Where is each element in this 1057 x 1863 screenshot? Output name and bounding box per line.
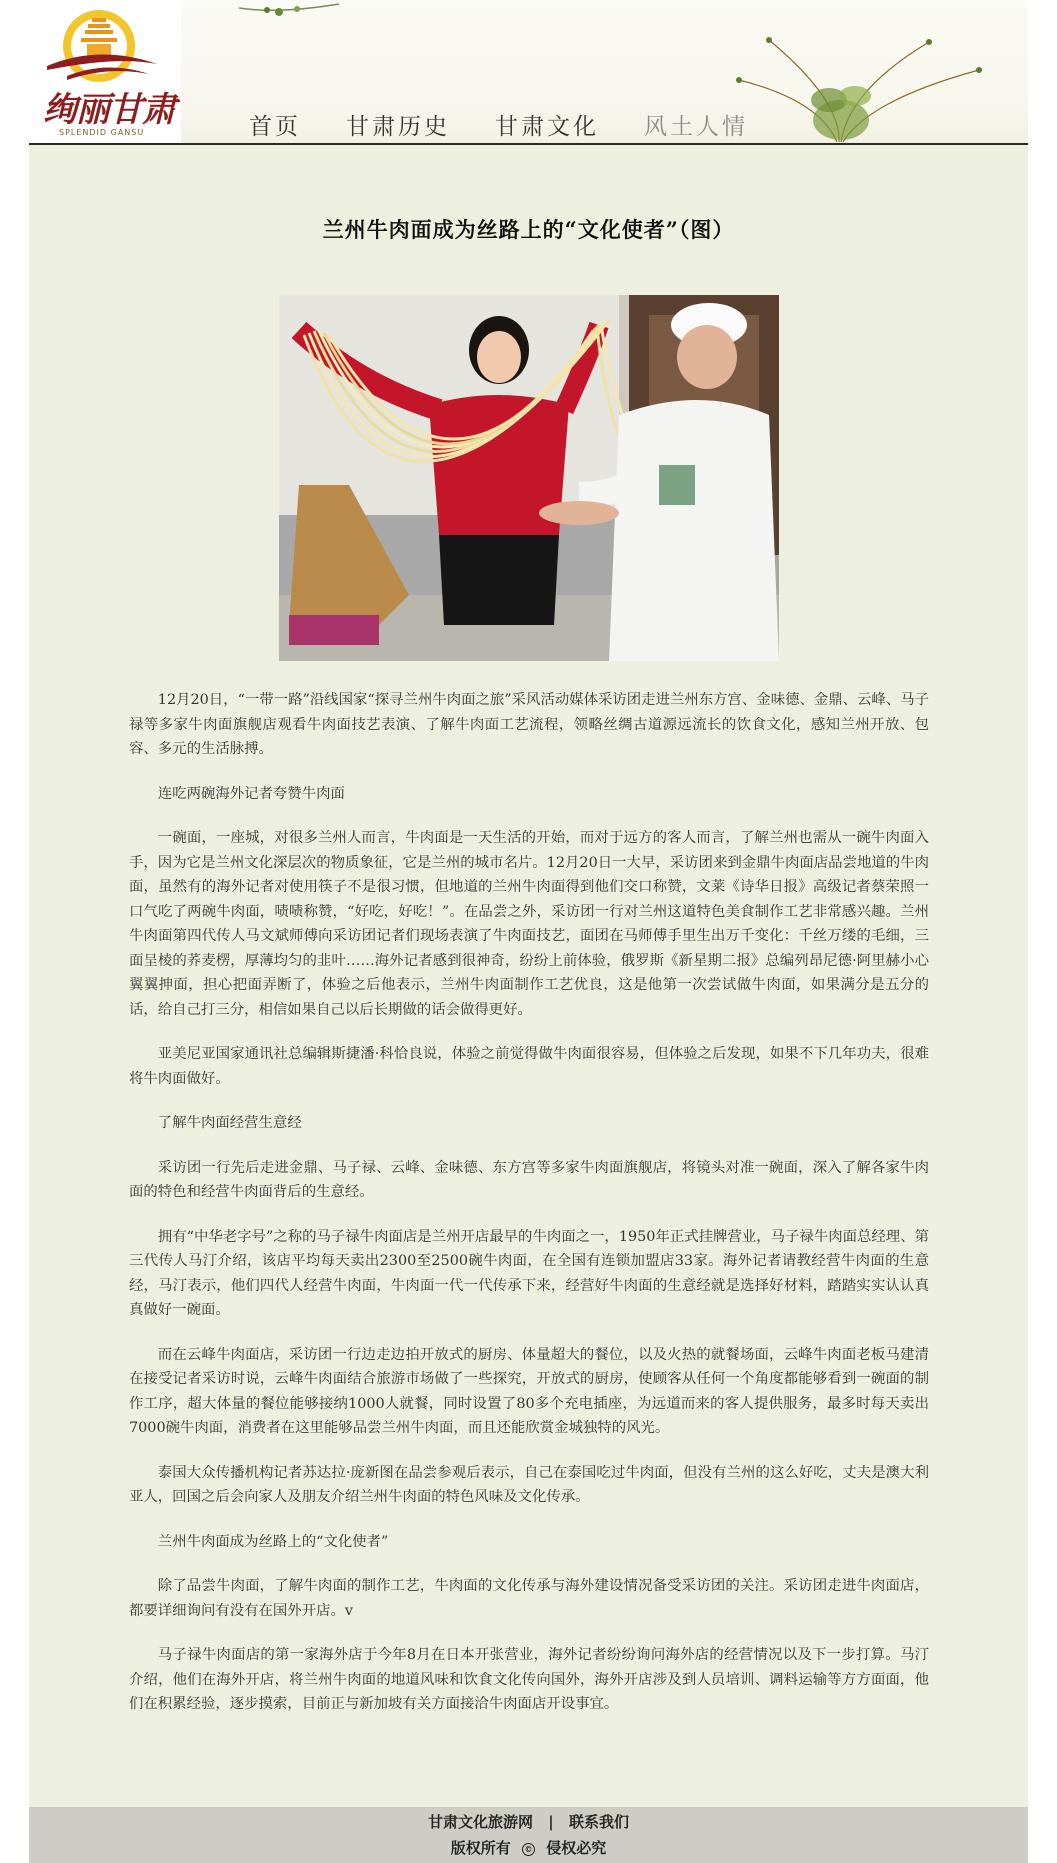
nav-item-gansu-history[interactable]: 甘肃历史 — [346, 114, 450, 140]
article-paragraph: 马子禄牛肉面店的第一家海外店于今年8月在日本开张营业，海外记者纷纷询问海外店的经营情况以及下一步打算。马汀介绍，他们在海外开店，将兰州牛肉面的地道风味和饮食文化传向国外，海外开店涉及到人员培训、调料运输等方方面面，他们在积累经验，逐步摸索，目前正与新加坡有关方面接洽牛肉面店开设事宜。 — [129, 1647, 929, 1712]
article-paragraph: 一碗面，一座城，对很多兰州人而言，牛肉面是一天生活的开始，而对于远方的客人而言，了解兰州也需从一碗牛肉面入手，因为它是兰州文化深层次的物质象征，它是兰州的城市名片。12月20日一大早，采访团来到金鼎牛肉面店品尝地道的牛肉面，虽然有的海外记者对使用筷子不是很习惯，但地道的兰州牛肉面得到他们交口称赞，文莱《诗华日报》高级记者蔡荣照一口气吃了两碗牛肉面，啧啧称赞，“好吃，好吃！”。在品尝之外，采访团一行对兰州这道特色美食制作工艺非常感兴趣。兰州牛肉面第四代传人马文斌师傅向采访团记者们现场表演了牛肉面技艺，面团在马师傅手里生出万千变化：千丝万缕的毛细，三面呈棱的荞麦楞，厚薄均匀的韭叶……海外记者感到很神奇，纷纷上前体验，俄罗斯《新星期二报》总编列昂尼德·阿里赫小心翼翼抻面，担心把面弄断了，体验之后他表示，兰州牛肉面制作工艺优良，这是他第一次尝试做牛肉面，如果满分是五分的话，给自己打三分，相信如果自己以后长期做的话会做得更好。 — [129, 830, 929, 1018]
site-header — [29, 0, 1028, 145]
article-photo — [279, 295, 779, 661]
article-paragraph: 采访团一行先后走进金鼎、马子禄、云峰、金味德、东方宫等多家牛肉面旗舰店，将镜头对准一碗面，深入了解各家牛肉面的特色和经营牛肉面背后的生意经。 — [129, 1159, 929, 1200]
nav-item-gansu-culture[interactable]: 甘肃文化 — [495, 114, 599, 140]
copyright-icon: © — [522, 1843, 535, 1856]
article-title: 兰州牛肉面成为丝路上的“文化使者”（图） — [322, 217, 735, 242]
article-paragraph: 而在云峰牛肉面店，采访团一行边走边拍开放式的厨房、体量超大的餐位，以及火热的就餐场面，云峰牛肉面老板马建清在接受记者采访时说，云峰牛肉面结合旅游市场做了一些探究，开放式的厨房，使顾客从任何一个角度都能够看到一碗面的制作工序，超大体量的餐位能够接纳1000人就餐，同时设置了80多个充电插座，为远道而来的客人提供服务，最多时每天卖出7000碗牛肉面，消费者在这里能够品尝兰州牛肉面，而且还能欣赏金城独特的风光。 — [129, 1346, 929, 1436]
noodle-stretching-photo — [279, 295, 779, 661]
copyright-left-text: 版权所有 — [450, 1839, 511, 1857]
footer-separator: | — [548, 1813, 554, 1831]
logo-subtext: SPLENDID GANSU — [59, 128, 145, 137]
main-nav — [249, 108, 748, 141]
article-paragraph: 亚美尼亚国家通讯社总编辑斯捷潘·科恰良说，体验之前觉得做牛肉面很容易，但体验之后发现，如果不下几年功夫，很难将牛肉面做好。 — [129, 1046, 929, 1087]
article-subheading: 兰州牛肉面成为丝路上的“文化使者” — [157, 1533, 389, 1550]
article-body — [129, 688, 929, 1737]
article-paragraph: 除了品尝牛肉面，了解牛肉面的制作工艺，牛肉面的文化传承与海外建设情况备受采访团的关注。采访团走进牛肉面店，都要详细询问有没有在国外开店。v — [129, 1578, 929, 1619]
copyright-right-text: 侵权必究 — [546, 1839, 607, 1857]
article-subheading: 连吃两碗海外记者夸赞牛肉面 — [157, 785, 345, 802]
site-logo[interactable] — [29, 0, 181, 143]
footer-site-name-link[interactable]: 甘肃文化旅游网 — [428, 1813, 534, 1831]
nav-item-local-customs[interactable]: 风土人情 — [644, 114, 748, 140]
plant-decoration-icon — [729, 30, 989, 142]
article-subheading: 了解牛肉面经营生意经 — [157, 1115, 302, 1131]
article-paragraph: 拥有“中华老字号”之称的马子禄牛肉面店是兰州开店最早的牛肉面之一，1950年正式挂牌营业，马子禄牛肉面总经理、第三代传人马汀介绍，该店平均每天卖出2300至2500碗牛肉面，在全国有连锁加盟店33家。海外记者请教经营牛肉面的生意经，马汀表示，他们四代人经营牛肉面，牛肉面一代一代传承下来，经营好牛肉面的生意经就是选择好材料，踏踏实实认认真真做好一碗面。 — [129, 1228, 929, 1318]
content-wrapper — [29, 0, 1028, 1863]
sun-pagoda-logo-icon — [37, 4, 173, 88]
logo-text: 绚丽甘肃 — [43, 90, 175, 130]
contact-us-link[interactable]: 联系我们 — [568, 1813, 629, 1831]
article-paragraph: 泰国大众传播机构记者苏达拉·庞新图在品尝参观后表示，自己在泰国吃过牛肉面，但没有兰州的这么好吃，丈夫是澳大利亚人，回国之后会向家人及朋友介绍兰州牛肉面的特色风味及文化传承。 — [129, 1464, 929, 1505]
article-paragraph: 12月20日，“一带一路”沿线国家“探寻兰州牛肉面之旅”采风活动媒体采访团走进兰州东方宫、金味德、金鼎、云峰、马子禄等多家牛肉面旗舰店观看牛肉面技艺表演、了解牛肉面工艺流程，领略丝绸古道源远流长的饮食文化，感知兰州开放、包容、多元的生活脉搏。 — [129, 692, 929, 757]
nav-item-home[interactable]: 首页 — [249, 114, 301, 140]
copyright-line — [29, 1837, 1028, 1858]
site-footer — [29, 1807, 1028, 1863]
branch-decoration-icon — [239, 0, 349, 22]
footer-links — [29, 1811, 1028, 1832]
